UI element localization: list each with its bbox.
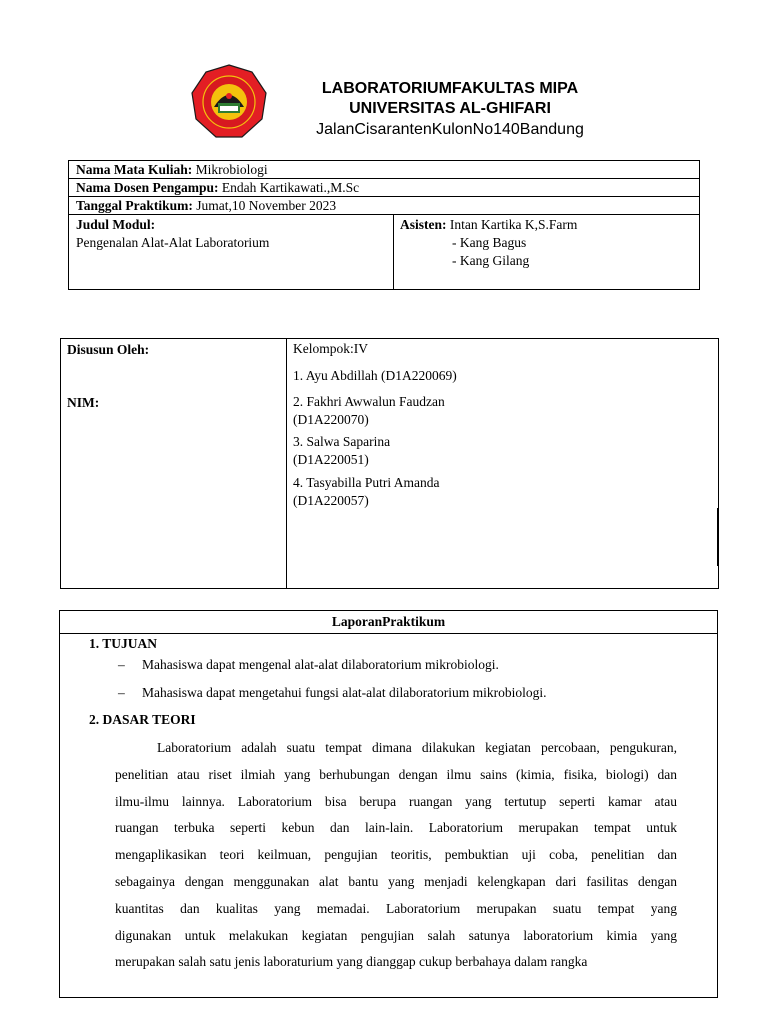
assistant-label: Asisten: <box>400 217 447 232</box>
paragraph-line: mengaplikasikan teori keilmuan, pengujian teoritis, pembuktian uji coba, penelitian dan <box>115 847 677 863</box>
paragraph-line: penelitian atau riset ilmiah yang berhubungan dengan ilmu sains (kimia, fisika, biologi) dan <box>115 766 677 782</box>
section-theory: 2. DASAR TEORI <box>89 712 196 727</box>
member-3-nim: (D1A220051) <box>293 452 369 467</box>
paragraph-line: digunakan untuk melakukan kegiatan pengujian salah satunya laboratorium kimia yang <box>115 927 677 943</box>
course-info-table <box>68 160 700 290</box>
paragraph-line: ilmu-ilmu lainnya. Laboratorium bisa berupa ruangan yang tertutup seperti kamar atau <box>115 793 677 809</box>
university-logo <box>190 63 268 141</box>
member-1: 1. Ayu Abdillah (D1A220069) <box>293 368 457 383</box>
lecturer-row <box>69 179 699 197</box>
paragraph-line: sebagainya dengan menggunakan alat bantu yang menjadi kelengkapan dari fasilitas dengan <box>115 873 677 889</box>
course-value: Mikrobiologi <box>192 162 268 177</box>
lecturer-value: Endah Kartikawati.,M.Sc <box>218 180 360 195</box>
info-divider <box>393 215 394 289</box>
report-title: LaporanPraktikum <box>60 611 717 634</box>
course-row <box>69 161 699 179</box>
address: JalanCisarantenKulonNo140Bandung <box>316 121 584 138</box>
section-objective: 1. TUJUAN <box>89 636 158 651</box>
date-value: Jumat,10 November 2023 <box>192 198 337 213</box>
report-box <box>59 610 718 998</box>
group-table <box>60 338 719 589</box>
date-label: Tanggal Praktikum: <box>76 198 193 213</box>
objective-item-1 <box>118 657 499 673</box>
assistant-1: Intan Kartika K,S.Farm <box>446 217 578 232</box>
assistant-cell <box>400 216 577 270</box>
dash-marker: – <box>118 657 125 672</box>
course-label: Nama Mata Kuliah: <box>76 162 193 177</box>
group-name: Kelompok:IV <box>293 341 368 356</box>
member-2-nim: (D1A220070) <box>293 412 369 427</box>
date-row <box>69 197 699 215</box>
paragraph-line: merupakan salah satu jenis laboraturium yang dianggap cukup berbahaya dalam rangka <box>115 954 588 970</box>
objective-item-2 <box>118 685 547 701</box>
dash-marker: – <box>118 685 125 700</box>
module-cell <box>76 216 269 252</box>
member-2-name: 2. Fakhri Awwalun Faudzan <box>293 394 445 409</box>
member-4-nim: (D1A220057) <box>293 493 369 508</box>
assistant-2: - Kang Bagus <box>452 235 527 250</box>
paragraph-line: ruangan terbuka seperti kebun dan lain-lain. Laboratorium merupakan tempat untuk <box>115 820 677 836</box>
paragraph-line: kuantitas dan kualitas yang memadai. Laboratorium merupakan suatu tempat yang <box>115 900 677 916</box>
member-3-name: 3. Salwa Saparina <box>293 434 391 449</box>
paragraph-line: Laboratorium adalah suatu tempat dimana dilakukan kegiatan percobaan, pengukuran, <box>157 740 677 755</box>
objective-text-2: Mahasiswa dapat mengetahui fungsi alat-alat dilaboratorium mikrobiologi. <box>142 685 547 700</box>
compiled-by-label: Disusun Oleh: <box>67 342 150 357</box>
group-divider <box>286 339 287 588</box>
nim-label: NIM: <box>67 395 100 410</box>
assistant-3: - Kang Gilang <box>452 253 530 268</box>
lecturer-label: Nama Dosen Pengampu: <box>76 180 219 195</box>
lab-title: LABORATORIUMFAKULTAS MIPA <box>321 80 579 97</box>
module-label: Judul Modul: <box>76 217 156 232</box>
university-name: UNIVERSITAS AL-GHIFARI <box>349 100 551 117</box>
objective-text-1: Mahasiswa dapat mengenal alat-alat dilaboratorium mikrobiologi. <box>142 657 499 672</box>
theory-paragraph <box>115 735 677 976</box>
edge-mark <box>717 508 718 566</box>
member-4-name: 4. Tasyabilla Putri Amanda <box>293 475 440 490</box>
module-value: Pengenalan Alat-Alat Laboratorium <box>76 235 270 250</box>
